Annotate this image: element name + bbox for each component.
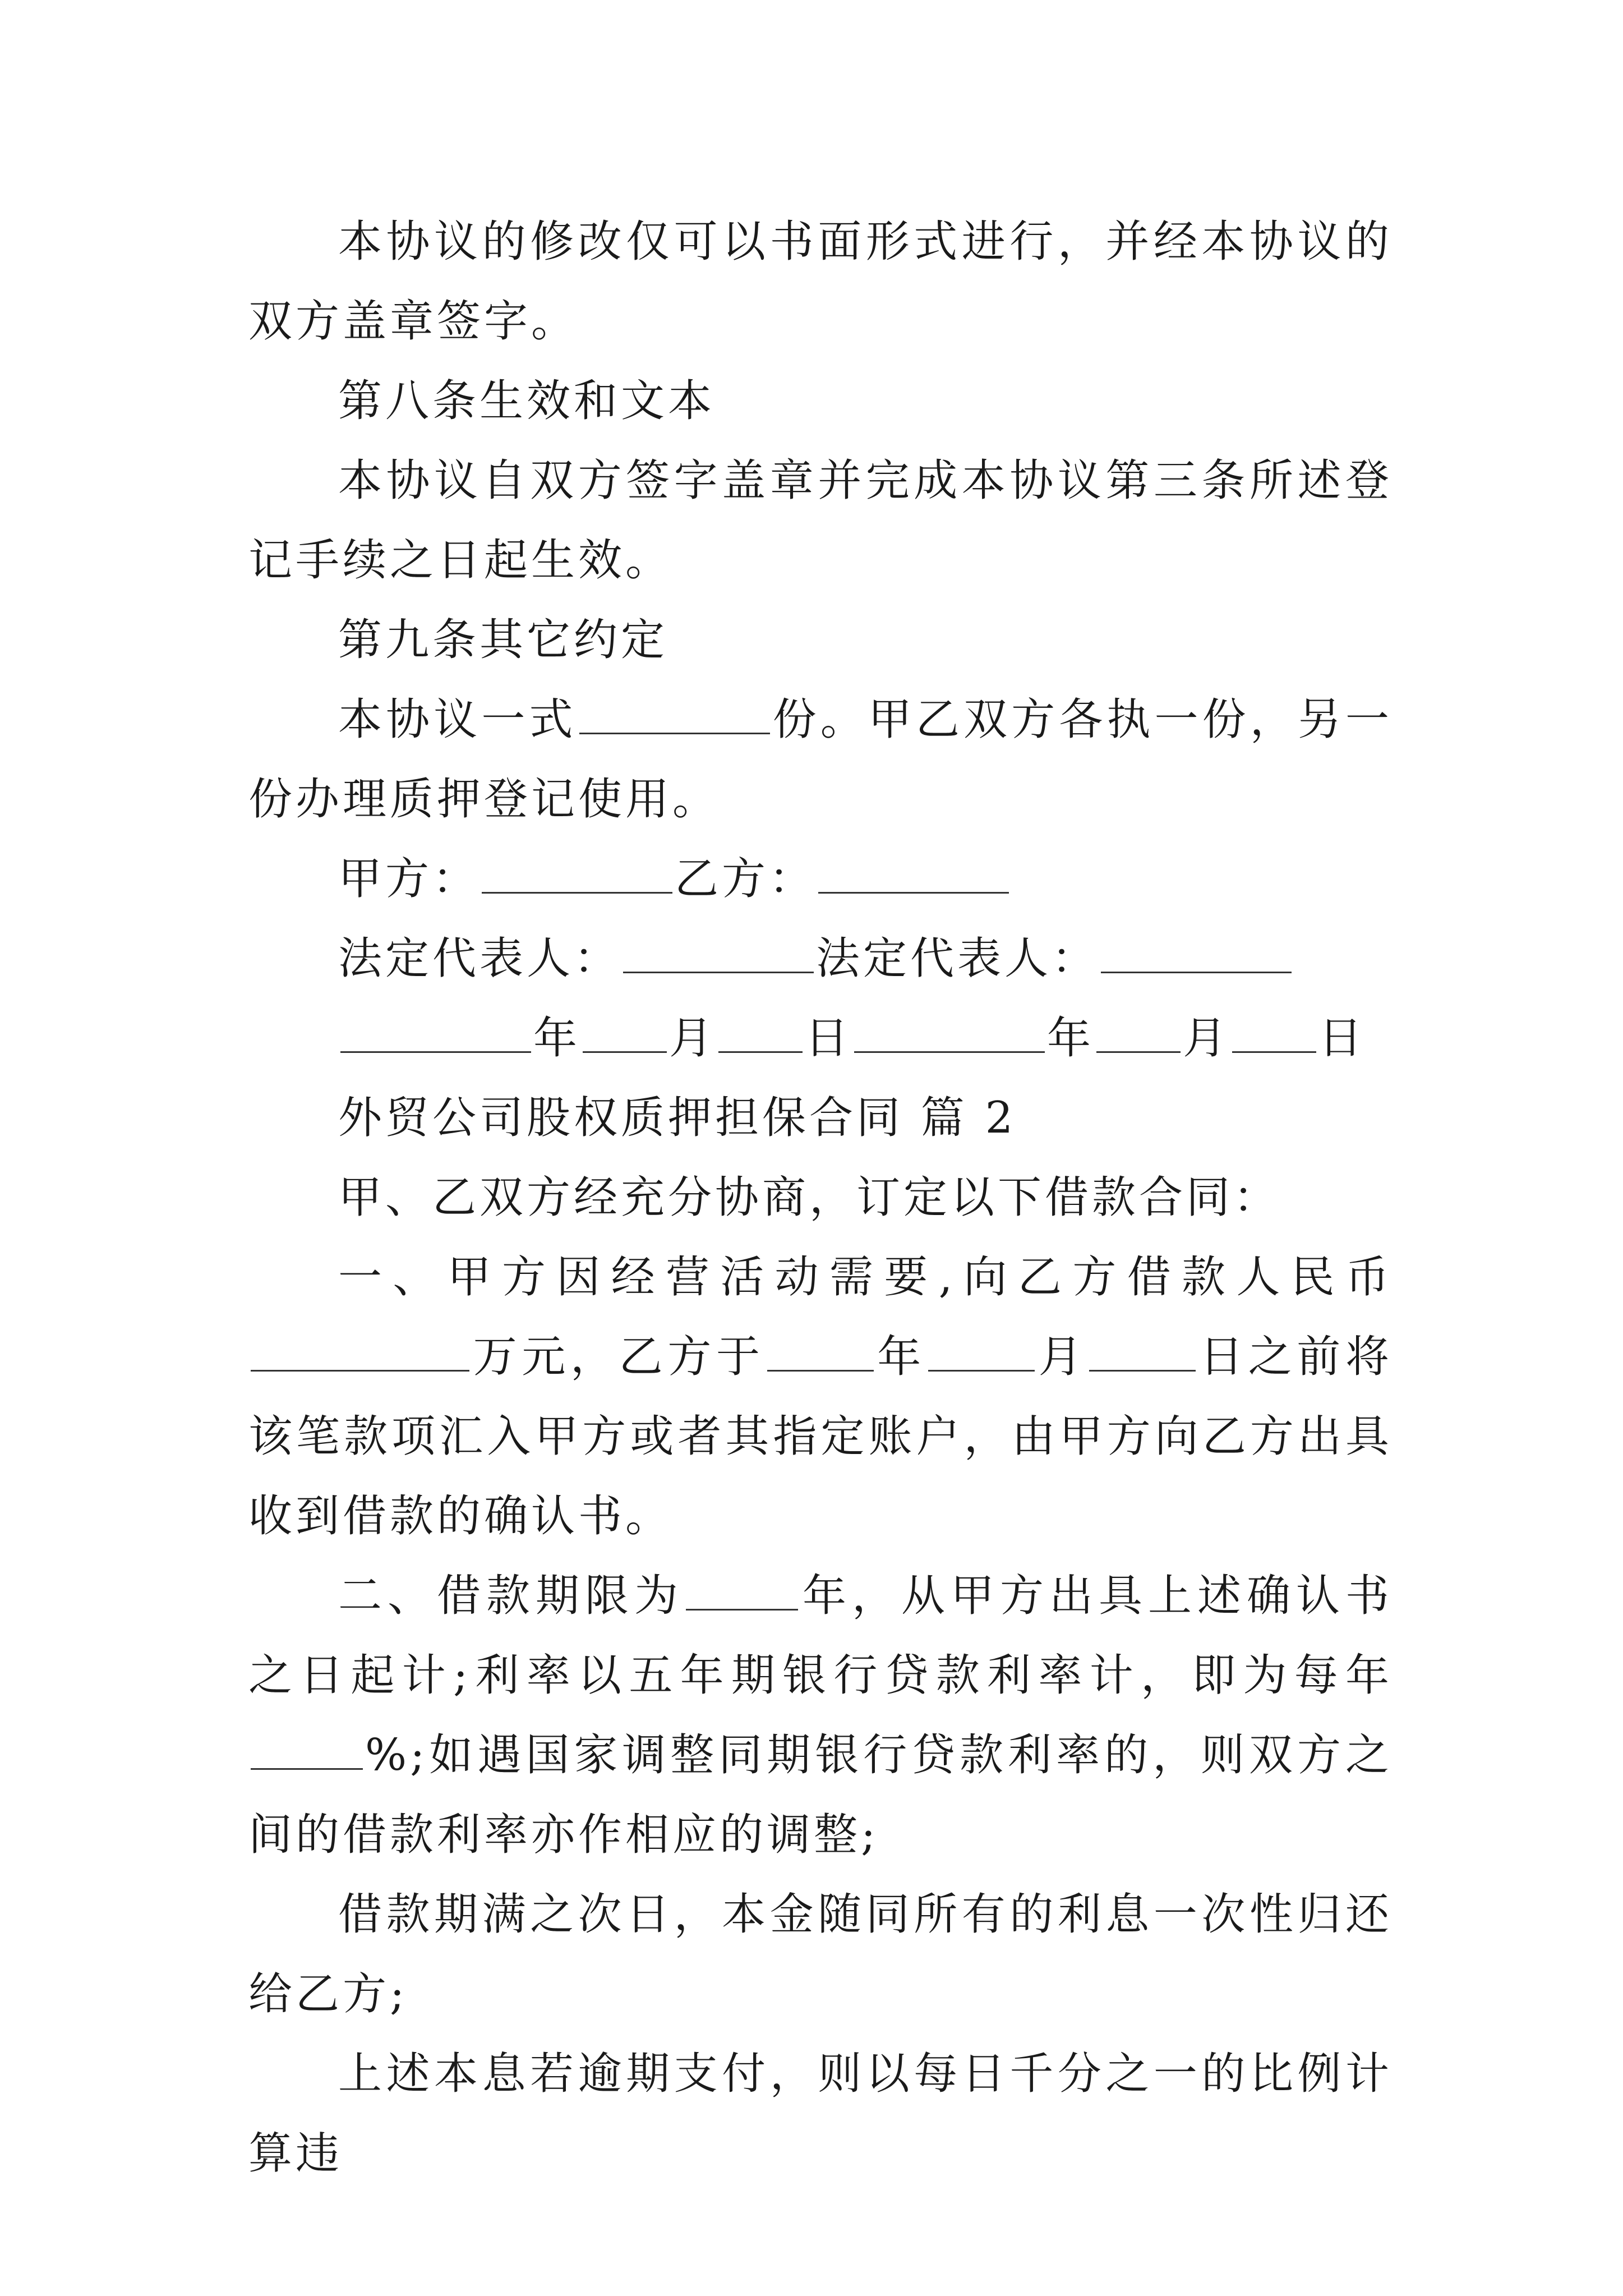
day-label: 日 [805, 1013, 852, 1064]
heading-article-8 [248, 361, 1393, 441]
paragraph-text: 借款期满之次日，本金随同所有的利息一次性归还给乙方; [248, 1889, 1393, 2019]
paragraph-text: %;如遇国家调整同期银行贷款利率的，则双方之间的借款利率亦作相应的调整; [248, 1730, 1393, 1860]
document-page [248, 202, 1393, 2193]
paragraph-text: 日之前将该笔款项汇入甲方或者其指定账户，由甲方向乙方出具收到借款的确认书。 [248, 1332, 1393, 1542]
party-a-label: 甲方： [338, 854, 480, 904]
month-label: 月 [669, 1013, 717, 1064]
rep-b-label: 法定代表人： [816, 933, 1099, 984]
heading-text: 第九条其它约定 [338, 615, 668, 665]
rep-a-label: 法定代表人： [338, 933, 621, 984]
section-title-contract-2 [248, 1078, 1393, 1158]
paragraph-text: 年，从甲方出具上述确认书之日起计;利率以五年期银行贷款利率计，即为每年 [248, 1571, 1393, 1701]
heading-article-9 [248, 600, 1393, 680]
month-blank [928, 1335, 1035, 1372]
paragraph-text: 一、甲方因经营活动需要,向乙方借款人民币 [338, 1252, 1393, 1303]
month-b-blank [1096, 1016, 1181, 1053]
paragraph-text: 本协议的修改仅可以书面形式进行，并经本协议的双方盖章签字。 [248, 217, 1393, 347]
year-a-blank [340, 1016, 531, 1053]
year-b-blank [854, 1016, 1045, 1053]
year-label: 年 [533, 1013, 581, 1064]
paragraph-text: 本协议一式 [338, 694, 577, 745]
paragraph-text: 月 [1036, 1332, 1087, 1382]
paragraph-text: 甲、乙双方经充分协商，订定以下借款合同： [338, 1172, 1281, 1223]
paragraph-text: 万元，乙方于 [472, 1332, 765, 1382]
paragraph-copies [248, 680, 1393, 839]
month-label: 月 [1183, 1013, 1230, 1064]
party-b-label: 乙方： [675, 854, 817, 904]
signature-representatives [248, 919, 1393, 999]
heading-text: 第八条生效和文本 [338, 376, 716, 426]
paragraph-effectiveness [248, 441, 1393, 600]
clause-2-term [248, 1556, 1393, 1875]
paragraph-text: 年 [875, 1332, 926, 1382]
copies-blank-field [579, 698, 770, 734]
party-a-blank [482, 857, 672, 894]
year-blank [767, 1335, 874, 1372]
day-a-blank [718, 1016, 803, 1053]
amount-blank [251, 1335, 469, 1372]
paragraph-text: 二、借款期限为 [338, 1571, 684, 1621]
paragraph-repayment [248, 1875, 1393, 2034]
rep-a-blank [623, 937, 814, 973]
paragraph-text: 上述本息若逾期支付，则以每日千分之一的比例计算违 [248, 2049, 1393, 2179]
paragraph-amendment [248, 202, 1393, 361]
party-b-blank [818, 857, 1009, 894]
day-label: 日 [1318, 1013, 1366, 1064]
rep-b-blank [1101, 937, 1292, 973]
section-title-text: 外贸公司股权质押担保合同 篇 2 [338, 1093, 1017, 1143]
paragraph-overdue [248, 2034, 1393, 2193]
paragraph-text: 本协议自双方签字盖章并完成本协议第三条所述登记手续之日起生效。 [248, 455, 1393, 586]
day-b-blank [1232, 1016, 1316, 1053]
paragraph-intro [248, 1158, 1393, 1237]
paragraph-text: 份。甲乙双方各执一份，另一份办理质押登记使用。 [248, 694, 1393, 825]
term-years-blank [686, 1574, 798, 1611]
month-a-blank [583, 1016, 667, 1053]
year-label: 年 [1047, 1013, 1095, 1064]
clause-1-loan [248, 1237, 1393, 1556]
rate-blank [251, 1733, 363, 1770]
signature-dates [248, 999, 1393, 1078]
day-blank [1089, 1335, 1196, 1372]
signature-parties [248, 839, 1393, 919]
